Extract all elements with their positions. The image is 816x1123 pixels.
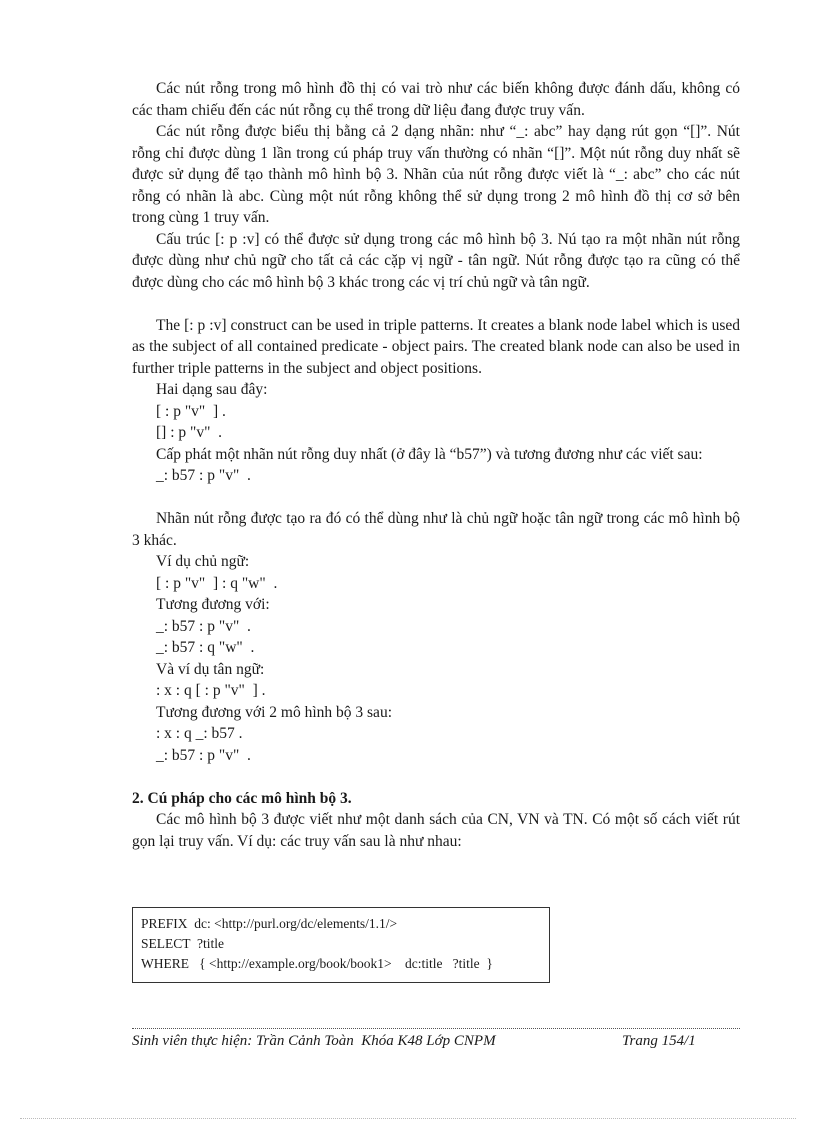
- page-body: [132, 78, 740, 852]
- object-example: : x : q [ : p "v" ] .: [156, 682, 266, 699]
- equivalent-to-label: Tương đương với:: [156, 596, 270, 613]
- section-heading: 2. Cú pháp cho các mô hình bộ 3.: [132, 789, 352, 807]
- object-example-label: Và ví dụ tân ngữ:: [156, 660, 265, 678]
- paragraph-allocate-label: Cấp phát một nhãn nút rỗng duy nhất (ở đây là “b57”) và tương đương như các viết sau:: [156, 445, 703, 463]
- equivalent-form: _: b57 : p "v" .: [156, 467, 251, 484]
- footer-author: Sinh viên thực hiện: Trần Cảnh Toàn Khóa K48 Lớp CNPM: [132, 1033, 496, 1049]
- code-block: [132, 907, 550, 983]
- paragraph-triple-syntax: Các mô hình bộ 3 được viết như một danh sách của CN, VN và TN. Có một số cách viết rút gọn lại truy vấn. Ví dụ: các truy vấn sau là như nhau:: [132, 811, 740, 850]
- object-equivalent-2: _: b57 : p "v" .: [156, 746, 251, 764]
- subject-example-label: Ví dụ chủ ngữ:: [156, 553, 250, 570]
- subject-equivalent-1: _: b57 : p "v" .: [156, 617, 251, 635]
- two-forms-label: Hai dạng sau đây:: [156, 381, 268, 398]
- form-1: [ : p "v" ] .: [156, 402, 226, 420]
- footer-divider: [132, 1028, 740, 1029]
- paragraph-construct-en: The [: p :v] construct can be used in triple patterns. It creates a blank node label which is used as the subject of all contained predicate - object pairs. The created blank node can also be used in further triple patterns in the subject and object positions.: [132, 316, 740, 377]
- form-2: [] : p "v" .: [156, 424, 223, 441]
- page-bottom-edge: [20, 1118, 796, 1119]
- code-line-where: WHERE { <http://example.org/book/book1> dc:title ?title }: [141, 956, 493, 971]
- subject-example: [ : p "v" ] : q "w" .: [156, 574, 278, 592]
- paragraph-construct-vi: Cấu trúc [: p :v] có thể được sử dụng trong các mô hình bộ 3. Nú tạo ra một nhãn nút rỗng được dùng như chủ ngữ cho tất cả các cặp vị ngữ - tân ngữ. Nút rỗng được tạo ra cũng có thể được dùng cho các mô hình bộ 3 khác trong các vị trí chủ ngữ và tân ngữ.: [132, 230, 740, 291]
- paragraph-blank-nodes-role: Các nút rỗng trong mô hình đồ thị có vai trò như các biến không được đánh dấu, không có các tham chiếu đến các nút rỗng cụ thể trong dữ liệu đang được truy vấn.: [132, 80, 740, 119]
- code-line-prefix: PREFIX dc: <http://purl.org/dc/elements/1.1/>: [141, 916, 398, 931]
- subject-equivalent-2: _: b57 : q "w" .: [156, 639, 255, 656]
- footer-page-number: Trang 154/1: [622, 1033, 696, 1049]
- code-line-select: SELECT ?title: [141, 936, 224, 951]
- object-equivalent-1: : x : q _: b57 .: [156, 725, 243, 742]
- equivalent-two-label: Tương đương với 2 mô hình bộ 3 sau:: [156, 703, 392, 721]
- paragraph-label-usage: Nhãn nút rỗng được tạo ra đó có thể dùng như là chủ ngữ hoặc tân ngữ trong các mô hình bộ 3 khác.: [132, 510, 740, 549]
- paragraph-blank-node-labels: Các nút rỗng được biểu thị bằng cả 2 dạng nhãn: như “_: abc” hay dạng rút gọn “[]”. Nút rỗng chỉ được dùng 1 lần trong cú pháp truy vấn thường có nhãn “[]”. Một nút rỗng duy nhất sẽ được sử dụng để tạo thành mô hình bộ 3. Nhãn của nút rỗng được viết là “_: abc” cho các nút rỗng có nhãn là abc. Cùng một nút rỗng không thể sử dụng trong 2 mô hình đồ thị cơ sở bên trong cùng 1 truy vấn.: [132, 123, 740, 226]
